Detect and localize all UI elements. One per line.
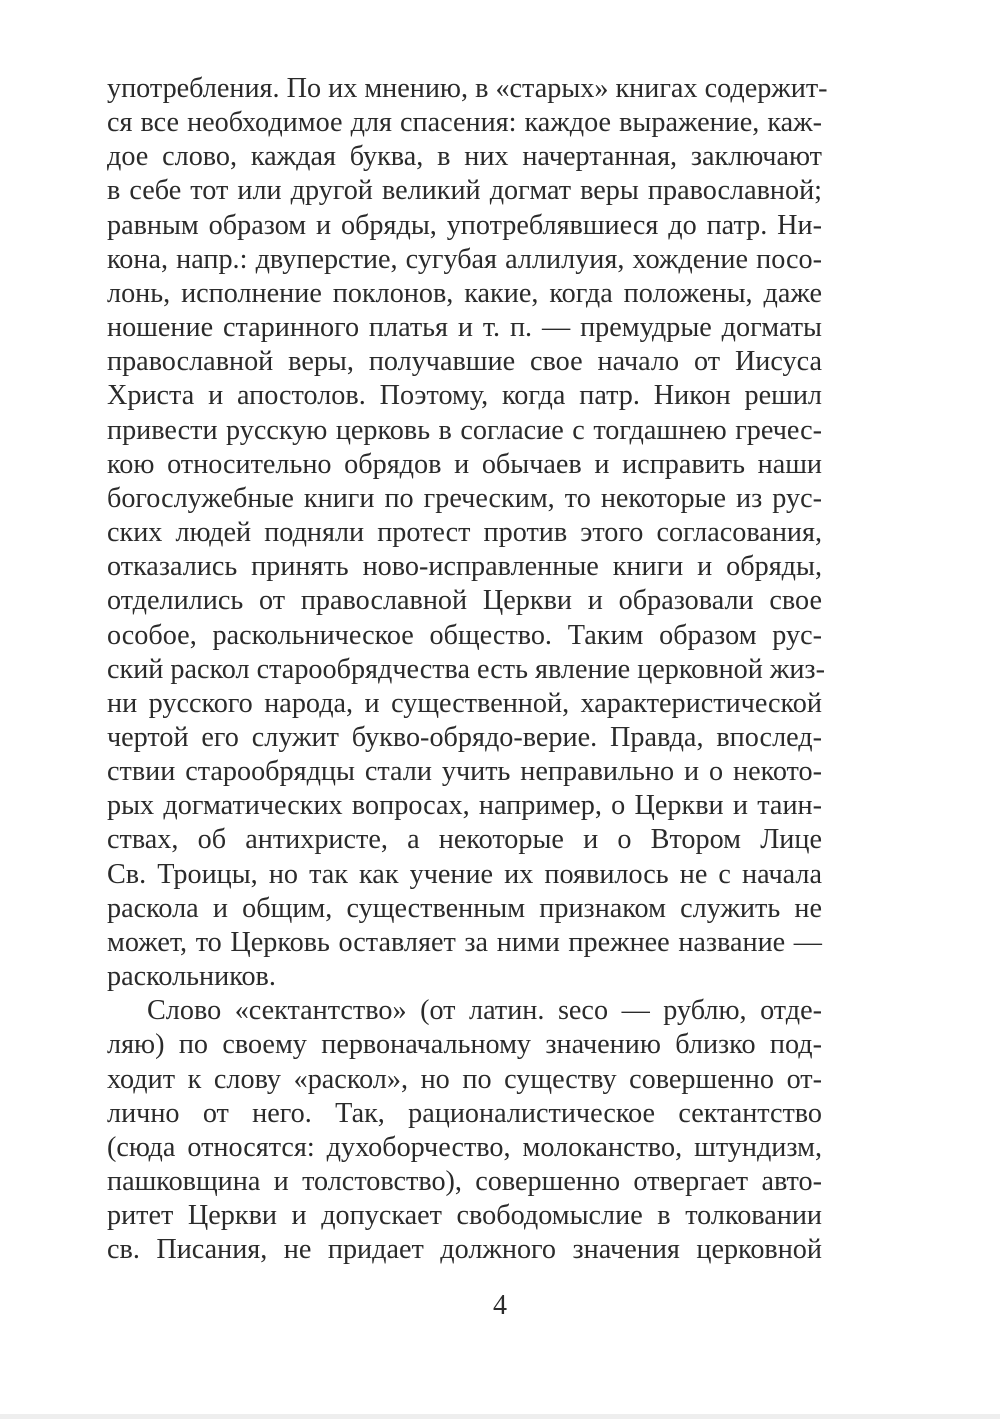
text-line: ствах, об антихристе, а некоторые и о Втором Лице: [107, 824, 822, 856]
text-line: раскольников.: [107, 961, 276, 993]
text-line: употребления. По их мнению, в «старых» книгах содержит-: [107, 73, 828, 104]
paragraph-1: [107, 72, 828, 994]
text-line: Слово «сектантство» (от латин. seco — рублю, отде-: [147, 995, 822, 1027]
text-line: ляю) по своему первоначальному значению близко под-: [107, 1029, 822, 1061]
bottom-edge: [0, 1414, 1000, 1419]
text-line: (сюда относятся: духоборчество, молоканство, штундизм,: [107, 1131, 822, 1163]
text-line: ствии старообрядцы стали учить неправильно и о некото-: [107, 756, 822, 788]
text-line: богослужебные книги по греческим, то некоторые из рус-: [107, 482, 822, 514]
text-line: лонь, исполнение поклонов, какие, когда положены, даже: [107, 277, 822, 309]
text-line: ношение старинного платья и т. п. — премудрые догматы: [107, 312, 822, 344]
text-line: кою относительно обрядов и обычаев и исправить наши: [107, 448, 822, 480]
text-line: ских людей подняли протест против этого согласования,: [107, 517, 822, 549]
paragraph-2: [107, 994, 822, 1267]
text-line: Св. Троицы, но так как учение их появилось не с начала: [107, 858, 822, 890]
text-line: ся все необходимое для спасения: каждое выражение, каж-: [107, 107, 822, 139]
text-line: особое, раскольническое общество. Таким образом рус-: [107, 619, 822, 651]
text-line: православной веры, получавшие свое начало от Иисуса: [107, 346, 822, 378]
text-line: отделились от православной Церкви и образовали свое: [107, 585, 822, 617]
text-line: раскола и общим, существенным признаком служить не: [107, 892, 822, 924]
page-number: 4: [493, 1290, 507, 1321]
text-line: ни русского народа, и существенной, характеристической: [107, 687, 822, 719]
text-line: отказались принять ново-исправленные книги и обряды,: [107, 551, 822, 583]
text-line: привести русскую церковь в согласие с тогдашнею гречес-: [107, 414, 822, 446]
text-line: в себе тот или другой великий догмат веры православной;: [107, 175, 822, 207]
text-line: равным образом и обряды, употреблявшиеся до патр. Ни-: [107, 209, 822, 241]
text-line: ходит к слову «раскол», но по существу совершенно от-: [107, 1063, 822, 1095]
text-line: ский раскол старообрядчества есть явление церковной жиз-: [107, 653, 825, 685]
text-line: св. Писания, не придает должного значения церковной: [107, 1234, 822, 1266]
text-line: может, то Церковь оставляет за ними прежнее название —: [107, 926, 822, 958]
text-line: кона, напр.: двуперстие, сугубая аллилуия, хождение посо-: [107, 243, 822, 275]
text-line: рых догматических вопросах, например, о Церкви и таин-: [107, 790, 822, 822]
text-line: лично от него. Так, рационалистическое сектантство: [107, 1097, 822, 1129]
text-line: ритет Церкви и допускает свободомыслие в толковании: [107, 1200, 822, 1232]
text-line: дое слово, каждая буква, в них начертанная, заключают: [107, 141, 822, 173]
text-line: чертой его служит букво-обрядо-верие. Правда, впослед-: [107, 721, 822, 753]
text-line: Христа и апостолов. Поэтому, когда патр. Никон решил: [107, 380, 822, 412]
text-line: пашковщина и толстовство), совершенно отвергает авто-: [107, 1166, 822, 1197]
body-text: [107, 72, 828, 1267]
